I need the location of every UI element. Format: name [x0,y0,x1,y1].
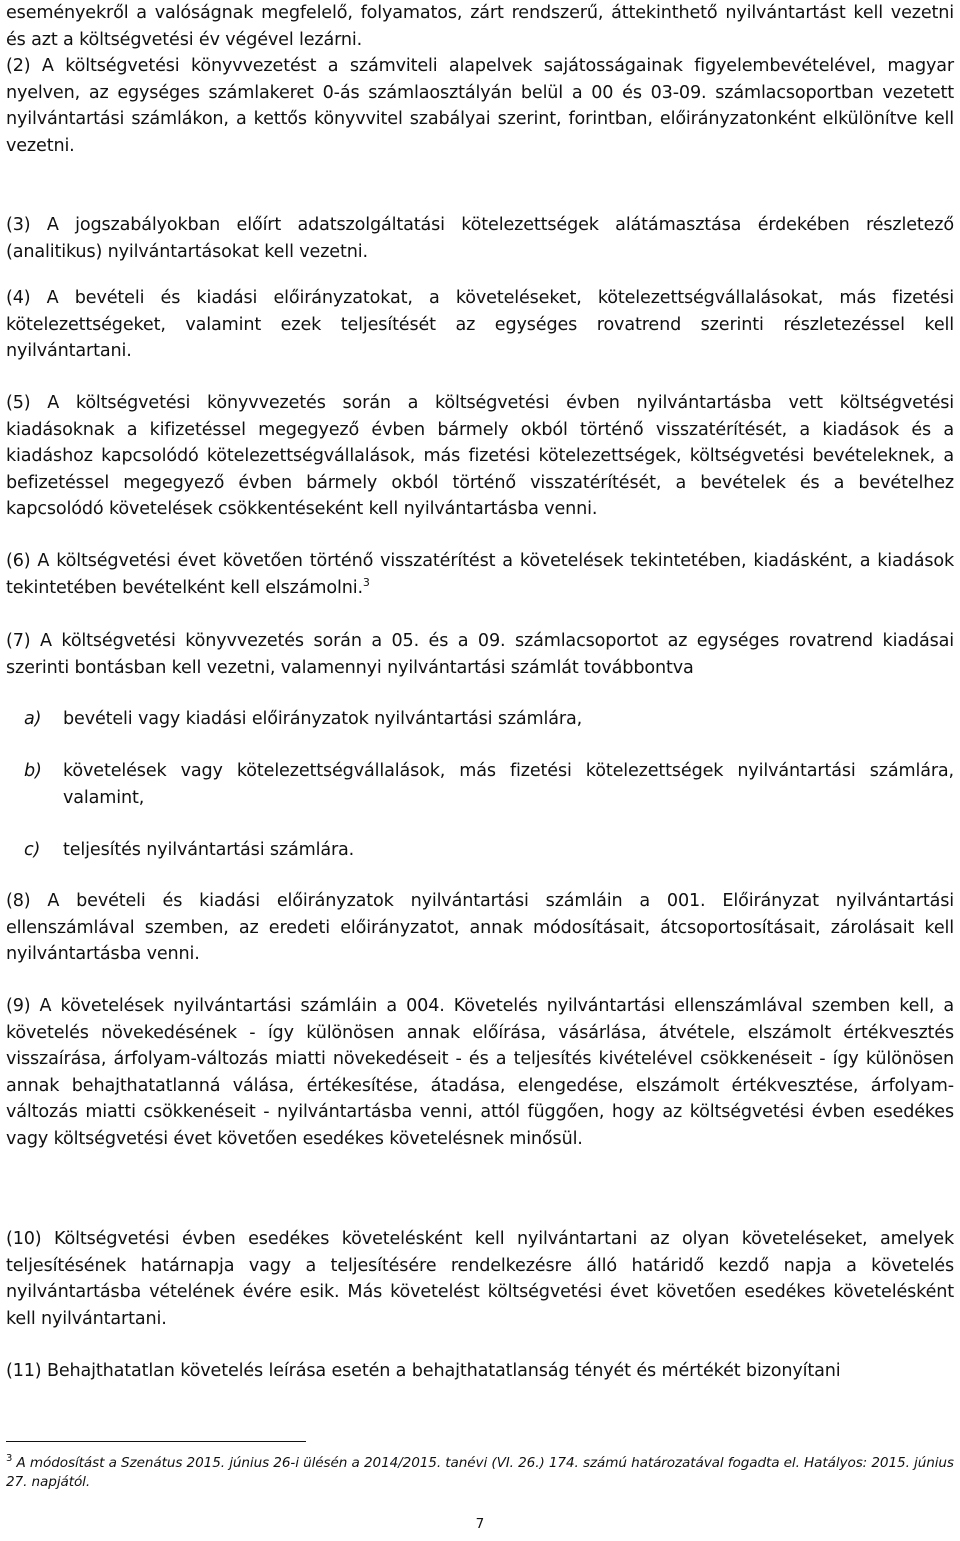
paragraph-9: (9) A követelések nyilvántartási számláin a 004. Követelés nyilvántartási ellenszámlával szemben kell, a követelés növekedésének - így különösen annak előírása, vásárlása, átvétele, elszámolt értékvesztés visszaírása, árfolyam-változás miatti növekedéseit - és a teljesítés kivételével csökkenéseit - így különösen annak behajthatatlanná válása, értékesítése, átadása, elengedése, elszámolt értékvesztése, árfolyam-változás miatti csökkenéseit - nyilvántartásba venni, attól függően, hogy az költségvetési évben esedékes vagy költségvetési évet követően esedékes követelésnek minősül. [6,996,954,1149]
footnote-text: A módosítást a Szenátus 2015. június 26-i ülésén a 2014/2015. tanévi (VI. 26.) 174. számú határozatával fogadta el. Hatályos: 2015. június 27. napjától. [6,1455,954,1490]
page-number: 7 [475,1516,485,1532]
paragraph-2: (2) A költségvetési könyvvezetést a számviteli alapelvek sajátosságainak figyelembevételével, magyar nyelven, az egységes számlakeret 0-ás számlaosztályán belül a 00 és 03-09. számlacsoportban vezetett nyilvántartási számlákon, a kettős könyvvitel szabályai szerint, forintban, előirányzatonként elkülönítve kell vezetni. [6,56,954,156]
paragraph-6 [6,548,954,601]
footnote-reference: 3 [362,575,370,589]
paragraph-10: (10) Költségvetési évben esedékes követelésként kell nyilvántartani az olyan követeléseket, amelyek teljesítésének határnapja vagy a teljesítésére rendelkezésre álló határidő kezdő napja a követelés nyilvántartásba vételének évére esik. Más követelést költségvetési évet követően esedékes követelésként kell nyilvántartani. [6,1229,954,1329]
paragraph-11: (11) Behajthatatlan követelés leírása esetén a behajthatatlanság tényét és mértékét bizonyítani [6,1361,841,1381]
paragraph-4: (4) A bevételi és kiadási előirányzatokat, a követeléseket, kötelezettségvállalásokat, más fizetési kötelezettségeket, valamint ezek teljesítését az egységes rovatrend szerinti részletezéssel kell nyilvántartani. [6,288,954,361]
footnote-number: 3 [6,1453,13,1464]
paragraph-5: (5) A költségvetési könyvvezetés során a költségvetési évben nyilvántartásba vett költségvetési kiadásoknak a kifizetéssel megegyező évben bármely okból történő visszatérítését, a kiadások és a kiadáshoz kapcsolódó kötelezettségvállalások, más fizetési kötelezettségek, költségvetési bevételeknek, a befizetéssel megegyező évben bármely okból történő visszatérítését, a bevételek és a bevételhez kapcsolódó követelések csökkentéseként kell nyilvántartásba venni. [6,393,954,519]
list-marker: b) [24,761,42,781]
footnote [6,1454,958,1492]
paragraph-3: (3) A jogszabályokban előírt adatszolgáltatási kötelezettségek alátámasztása érdekében részletező (analitikus) nyilvántartásokat kell vezetni. [6,215,954,262]
paragraph-6-text: (6) A költségvetési évet követően történő visszatérítést a követelések tekintetében, kiadásként, a kiadások tekintetében bevételként kell elszámolni. [6,551,954,598]
paragraph-1-continuation: eseményekről a valóságnak megfelelő, folyamatos, zárt rendszerű, áttekinthető nyilvántartást kell vezetni és azt a költségvetési év végével lezárni. [6,3,954,50]
footnote-separator [6,1441,306,1442]
list-item-text: bevételi vagy kiadási előirányzatok nyilvántartási számlára, [63,709,583,729]
list-item-a [24,706,954,733]
list-item-c [24,837,954,864]
list-item-text: teljesítés nyilvántartási számlára. [63,840,355,860]
list-item-b [24,758,954,811]
list-item-text: követelések vagy kötelezettségvállalások, más fizetési kötelezettségek nyilvántartási számlára, valamint, [63,761,954,808]
list-marker: c) [24,840,41,860]
paragraph-7: (7) A költségvetési könyvvezetés során a 05. és a 09. számlacsoportot az egységes rovatrend kiadásai szerinti bontásban kell vezetni, valamennyi nyilvántartási számlát továbbontva [6,631,954,678]
paragraph-8: (8) A bevételi és kiadási előirányzatok nyilvántartási számláin a 001. Előirányzat nyilvántartási ellenszámlával szemben, az eredeti előirányzatot, annak módosításait, átcsoportosításait, zárolásait kell nyilvántartásba venni. [6,891,954,964]
list-marker: a) [24,709,42,729]
